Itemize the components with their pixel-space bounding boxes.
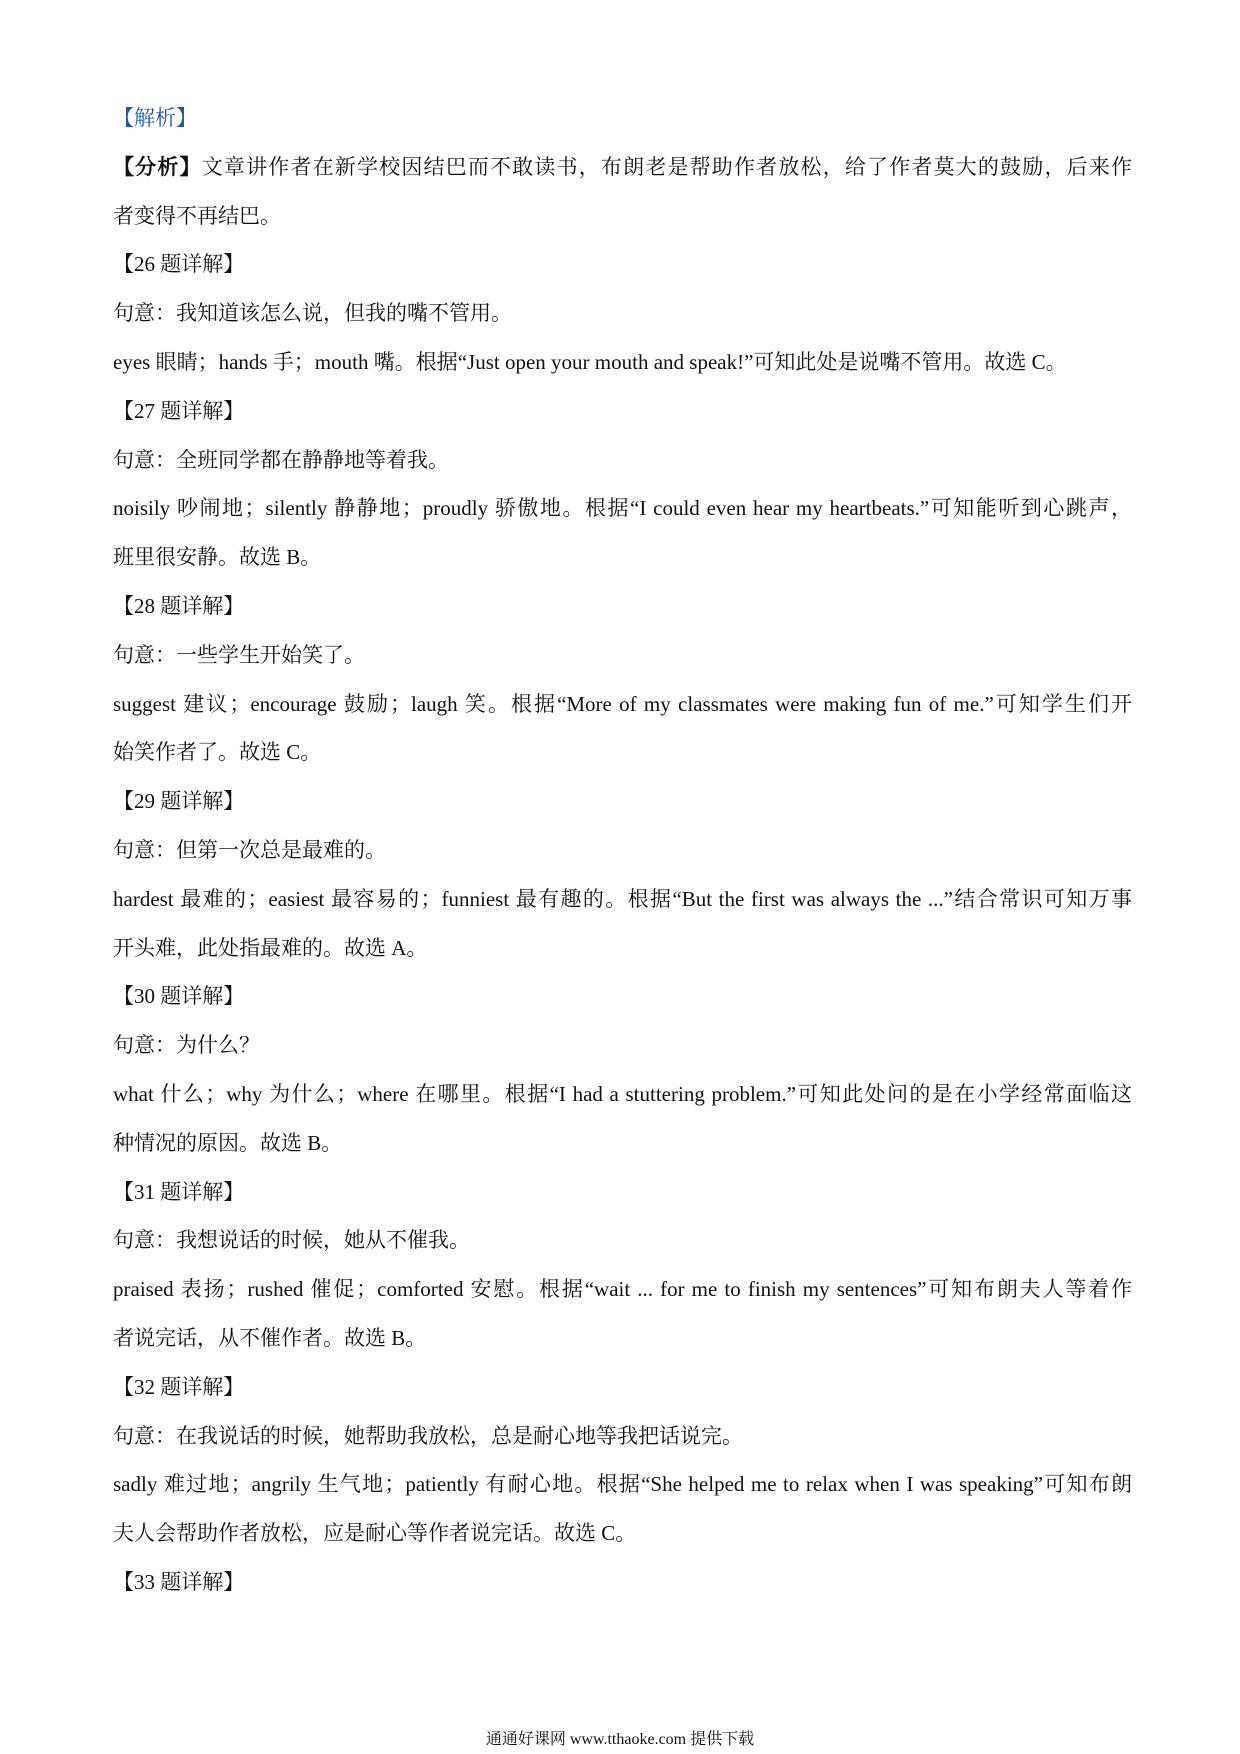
analysis-text: 文章讲作者在新学校因结巴而不敢读书，布朗老是帮助作者放松，给了作者莫大的鼓励，后来作 bbox=[201, 154, 1133, 179]
question-title: 【28 题详解】 bbox=[113, 593, 245, 618]
question-explanation-line: 始笑作者了。故选 C。 bbox=[113, 740, 322, 765]
question-explanation-line: 者说完话，从不催作者。故选 B。 bbox=[113, 1325, 427, 1350]
question-explanation-line: praised 表扬；rushed 催促；comforted 安慰。根据“wait ... for me to finish my sentences”可知布朗夫人等着作 bbox=[113, 1277, 1132, 1302]
section-heading: 【解析】 bbox=[113, 106, 197, 130]
question-explanation-line: suggest 建议；encourage 鼓励；laugh 笑。根据“More of my classmates were making fun of me.”可知学生们开 bbox=[113, 691, 1132, 716]
question-title: 【32 题详解】 bbox=[113, 1374, 245, 1399]
question-title: 【26 题详解】 bbox=[113, 252, 245, 277]
question-title: 【33 题详解】 bbox=[113, 1569, 245, 1594]
question-meaning: 句意：为什么？ bbox=[113, 1033, 260, 1058]
question-explanation-line: sadly 难过地；angrily 生气地；patiently 有耐心地。根据“She helped me to relax when I was speaking”可知布朗 bbox=[113, 1472, 1132, 1497]
analysis-label: 【分析】 bbox=[113, 154, 202, 179]
question-title: 【27 题详解】 bbox=[113, 398, 245, 423]
question-explanation-line: 种情况的原因。故选 B。 bbox=[113, 1130, 343, 1155]
question-meaning: 句意：在我说话的时候，她帮助我放松，总是耐心地等我把话说完。 bbox=[113, 1423, 743, 1448]
analysis-paragraph-line: 者变得不再结巴。 bbox=[113, 203, 281, 228]
question-meaning: 句意：一些学生开始笑了。 bbox=[113, 642, 365, 667]
question-title: 【31 题详解】 bbox=[113, 1179, 245, 1204]
question-explanation-line: what 什么；why 为什么；where 在哪里。根据“I had a stuttering problem.”可知此处问的是在小学经常面临这 bbox=[113, 1081, 1132, 1106]
document-body bbox=[113, 94, 1132, 1607]
question-title: 【30 题详解】 bbox=[113, 984, 245, 1009]
question-explanation-line: 夫人会帮助作者放松，应是耐心等作者说完话。故选 C。 bbox=[113, 1521, 637, 1546]
question-explanation-line: 开头难，此处指最难的。故选 A。 bbox=[113, 935, 428, 960]
question-explanation-line: noisily 吵闹地；silently 静静地；proudly 骄傲地。根据“I could even hear my heartbeats.”可知能听到心跳声， bbox=[113, 496, 1132, 521]
question-meaning: 句意：但第一次总是最难的。 bbox=[113, 837, 386, 862]
question-meaning: 句意：我知道该怎么说，但我的嘴不管用。 bbox=[113, 301, 512, 326]
question-meaning: 句意：我想说话的时候，她从不催我。 bbox=[113, 1228, 470, 1253]
question-explanation-line: 班里很安静。故选 B。 bbox=[113, 545, 322, 570]
question-explanation-line: eyes 眼睛；hands 手；mouth 嘴。根据“Just open your mouth and speak!”可知此处是说嘴不管用。故选 C。 bbox=[113, 349, 1067, 374]
question-meaning: 句意：全班同学都在静静地等着我。 bbox=[113, 447, 449, 472]
question-explanation-line: hardest 最难的；easiest 最容易的；funniest 最有趣的。根据“But the first was always the ...”结合常识可知万事 bbox=[113, 886, 1132, 911]
question-title: 【29 题详解】 bbox=[113, 789, 245, 814]
analysis-paragraph-line bbox=[113, 143, 1132, 192]
page-footer: 通通好课网 www.tthaoke.com 提供下载 bbox=[485, 1731, 755, 1748]
